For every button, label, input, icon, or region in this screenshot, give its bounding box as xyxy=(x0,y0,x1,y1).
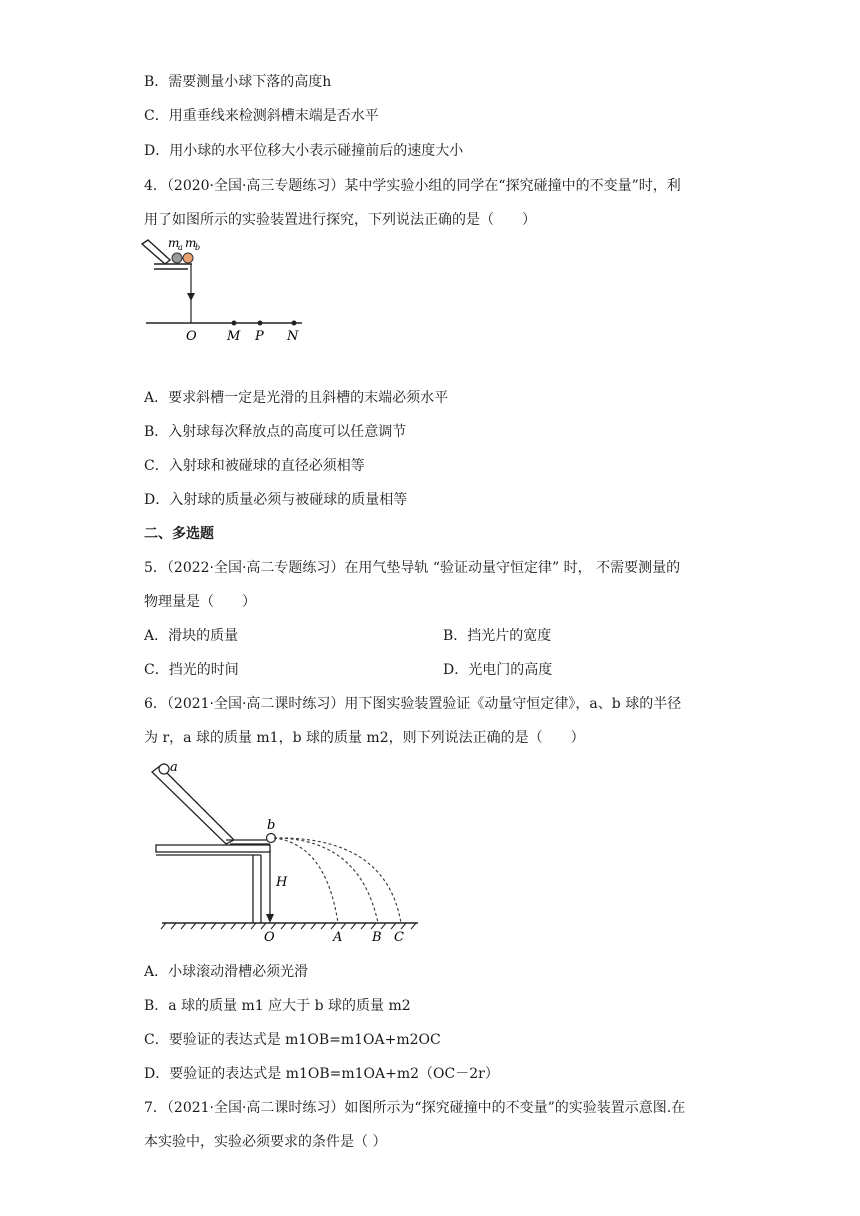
q4-label-m: M xyxy=(227,329,241,344)
q4-option-a: A．要求斜槽一定是光滑的且斜槽的末端必须水平 xyxy=(144,390,449,406)
q4-label-mb-sub: b xyxy=(195,243,201,252)
q6-option-d: D．要验证的表达式是 m1OB=m1OA+m2（OC－2r） xyxy=(144,1066,499,1082)
q4-label-n: N xyxy=(287,329,299,344)
q6-label-ground-c: C xyxy=(394,930,404,945)
q6-option-c: C．要验证的表达式是 m1OB=m1OA+m2OC xyxy=(144,1032,441,1048)
q6-option-b: B．a 球的质量 m1 应大于 b 球的质量 m2 xyxy=(144,998,411,1014)
q3-option-b: B．需要测量小球下落的高度h xyxy=(144,74,332,90)
q4-stem-line2: 用了如图所示的实验装置进行探究，下列说法正确的是（ ） xyxy=(144,212,536,228)
q6-label-ground-a: A xyxy=(333,930,343,945)
q5-option-a: A．滑块的质量 xyxy=(144,628,239,644)
q6-stem-line1: 6．（2021·全国·高二课时练习）用下图实验装置验证《动量守恒定律》，a、b 球的半径 xyxy=(144,696,682,712)
q5-option-d: D．光电门的高度 xyxy=(443,662,553,678)
q4-figure xyxy=(140,234,310,346)
q5-option-b: B．挡光片的宽度 xyxy=(443,628,552,644)
q6-option-a: A．小球滚动滑槽必须光滑 xyxy=(144,964,309,980)
q6-figure xyxy=(148,758,423,948)
q3-option-c: C．用重垂线来检测斜槽末端是否水平 xyxy=(144,108,379,124)
q5-option-c: C．挡光的时间 xyxy=(144,662,239,678)
q4-label-ma-sub: a xyxy=(178,243,183,252)
q6-label-ground-b: B xyxy=(372,930,382,945)
q4-label-ma: m xyxy=(168,236,180,250)
q5-stem-line2: 物理量是（ ） xyxy=(144,594,256,610)
q6-label-o: O xyxy=(264,930,275,945)
q4-option-b: B．入射球每次释放点的高度可以任意调节 xyxy=(144,424,407,440)
q4-label-p: P xyxy=(255,329,264,344)
q6-stem-line2: 为 r，a 球的质量 m1，b 球的质量 m2，则下列说法正确的是（ ） xyxy=(144,730,585,746)
q4-label-o: O xyxy=(186,329,197,344)
q7-stem-line1: 7．（2021·全国·高二课时练习）如图所示为“探究碰撞中的不变量”的实验装置示意图.在 xyxy=(144,1100,686,1116)
q4-option-c: C．入射球和被碰球的直径必须相等 xyxy=(144,458,365,474)
q4-option-d: D．入射球的质量必须与被碰球的质量相等 xyxy=(144,492,408,508)
q4-stem-line1: 4．（2020·全国·高三专题练习）某中学实验小组的同学在“探究碰撞中的不变量”时，利 xyxy=(144,178,681,194)
q6-label-a: a xyxy=(170,760,178,775)
q4-label-mb: m xyxy=(185,236,197,250)
q3-option-d: D．用小球的水平位移大小表示碰撞前后的速度大小 xyxy=(144,143,464,159)
q6-label-b: b xyxy=(267,818,276,833)
section-title-multi-choice: 二、多选题 xyxy=(144,526,214,542)
q6-label-h: H xyxy=(276,875,288,890)
q5-stem-line1: 5．（2022·全国·高二专题练习）在用气垫导轨 “验证动量守恒定律” 时， 不需要测量的 xyxy=(144,560,681,576)
q7-stem-line2: 本实验中，实验必须要求的条件是（ ） xyxy=(144,1134,387,1150)
